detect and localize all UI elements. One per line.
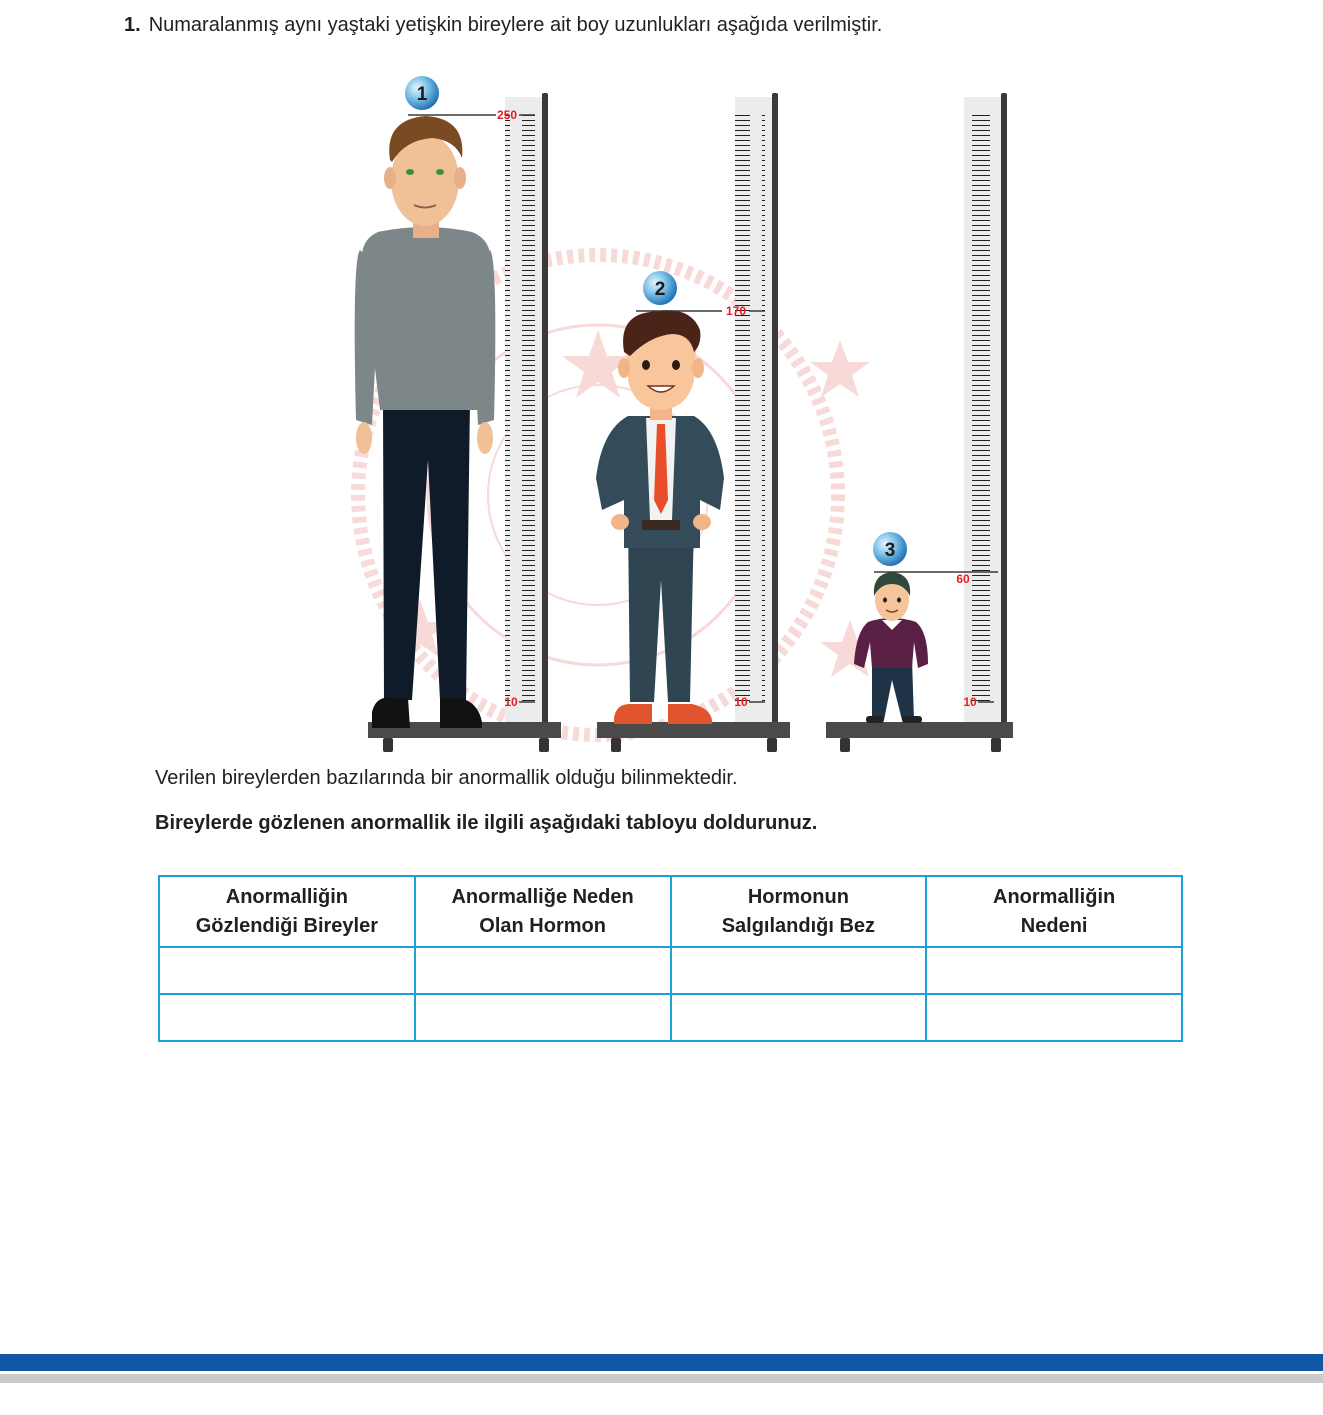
header-line: Anormalliğin [225, 885, 348, 908]
table-header-row [159, 876, 1182, 947]
answer-table [158, 875, 1183, 1042]
badge-1-number: 1 [416, 84, 428, 105]
header-line: Hormonun [747, 885, 849, 908]
answer-cell[interactable] [159, 947, 415, 994]
answer-cell[interactable] [415, 947, 671, 994]
header-affected-individuals [159, 876, 415, 947]
question-body: Numaralanmış aynı yaştaki yetişkin bireylere ait boy uzunlukları aşağıda verilmiştir. [148, 14, 883, 36]
info-paragraph: Verilen bireylerden bazılarında bir anormallik olduğu bilinmektedir. [155, 767, 738, 789]
person-3-figure [854, 572, 928, 723]
answer-cell[interactable] [926, 947, 1182, 994]
person-2-figure [596, 310, 724, 724]
answer-cell[interactable] [671, 994, 927, 1041]
answer-cell[interactable] [415, 994, 671, 1041]
header-causing-hormone [415, 876, 671, 947]
badge-2-number: 2 [654, 279, 666, 300]
answer-cell[interactable] [671, 947, 927, 994]
stand-1-bottom-label: 10 [504, 695, 518, 709]
badge-3-number: 3 [884, 540, 896, 561]
header-cause [926, 876, 1182, 947]
header-line: Anormalliğin [993, 885, 1116, 908]
header-line: Gözlendiği Bireyler [195, 914, 378, 937]
table-row [159, 994, 1182, 1041]
stand-2-bottom-label: 10 [734, 695, 748, 709]
footer-gray-bar [0, 1374, 1323, 1383]
table-row [159, 947, 1182, 994]
header-secreting-gland [671, 876, 927, 947]
header-line: Nedeni [1020, 914, 1088, 937]
answer-cell[interactable] [926, 994, 1182, 1041]
footer-blue-bar [0, 1354, 1323, 1371]
question-number: 1. [124, 14, 141, 36]
stand-1-top-label: 250 [496, 108, 518, 122]
instruction-paragraph: Bireylerde gözlenen anormallik ile ilgili aşağıdaki tabloyu doldurunuz. [155, 812, 818, 834]
stand-3-top-label: 60 [956, 572, 970, 586]
header-line: Olan Hormon [479, 914, 606, 937]
stand-2-top-label: 170 [725, 304, 747, 318]
answer-cell[interactable] [159, 994, 415, 1041]
stand-3-bottom-label: 10 [963, 695, 977, 709]
header-line: Salgılandığı Bez [721, 914, 876, 937]
header-line: Anormalliğe Neden [451, 885, 634, 908]
